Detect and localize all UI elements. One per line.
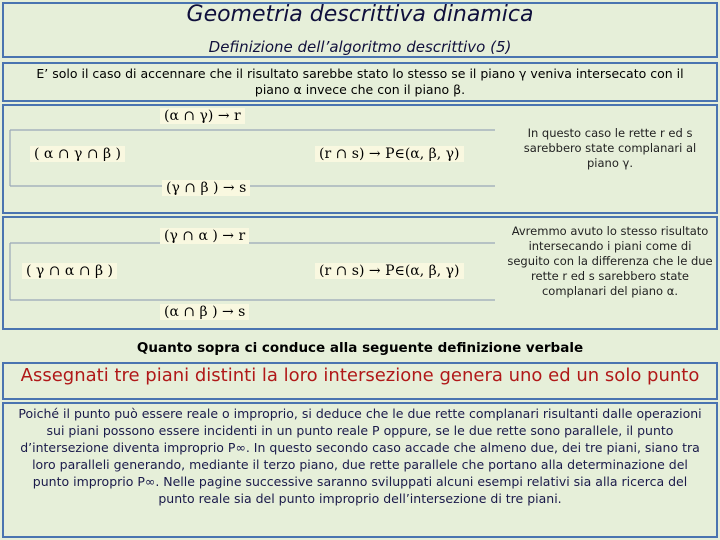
case1-bottom-formula: (γ ∩ β ) → s xyxy=(162,180,250,196)
case1-top-formula: (α ∩ γ) → r xyxy=(160,108,245,124)
case2-left-formula: ( γ ∩ α ∩ β ) xyxy=(22,263,117,279)
case1-center-formula: (r ∩ s) → P∈(α, β, γ) xyxy=(315,146,464,162)
case2-bottom-formula: (α ∩ β ) → s xyxy=(160,304,249,320)
case2-note: Avremmo avuto lo stesso risultato intersecando i piani come di seguito con la differenza che le due rette r ed s sarebbero state complanari del piano α. xyxy=(507,224,713,298)
case1-note: In questo caso le rette r ed s sarebbero state complanari al piano γ. xyxy=(523,126,697,170)
page-subtitle: Definizione dell’algoritmo descrittivo (5) xyxy=(208,38,512,56)
case1-left-formula: ( α ∩ γ ∩ β ) xyxy=(30,146,125,162)
intro-text: E’ solo il caso di accennare che il risultato sarebbe stato lo stesso se il piano γ veniva intersecato con il piano α invece che con il piano β. xyxy=(36,66,684,97)
verbal-heading: Quanto sopra ci conduce alla seguente definizione verbale xyxy=(136,340,584,356)
explanation-paragraph: Poiché il punto può essere reale o improprio, si deduce che le due rette complanari risultanti dalle operazioni sui piani possono essere incidenti in un punto reale P oppure, se le due rette sono parallele, il punto d’intersezione diventa improprio P∞. In questo secondo caso accade che almeno due, dei tre piani, siano tra loro paralleli generando, mediante il terzo piano, due rette parallele che portano alla determinazione del punto improprio P∞. Nelle pagine successive saranno sviluppati alcuni esempi relativi sia alla ricerca del punto reale sia del punto improprio dell’intersezione di tre piani. xyxy=(18,406,702,506)
definition-text: Assegnati tre piani distinti la loro intersezione genera uno ed un solo punto xyxy=(20,365,700,386)
page-title: Geometria descrittiva dinamica xyxy=(186,2,534,27)
case2-center-formula: (r ∩ s) → P∈(α, β, γ) xyxy=(315,263,464,279)
case2-top-formula: (γ ∩ α ) → r xyxy=(160,228,249,244)
